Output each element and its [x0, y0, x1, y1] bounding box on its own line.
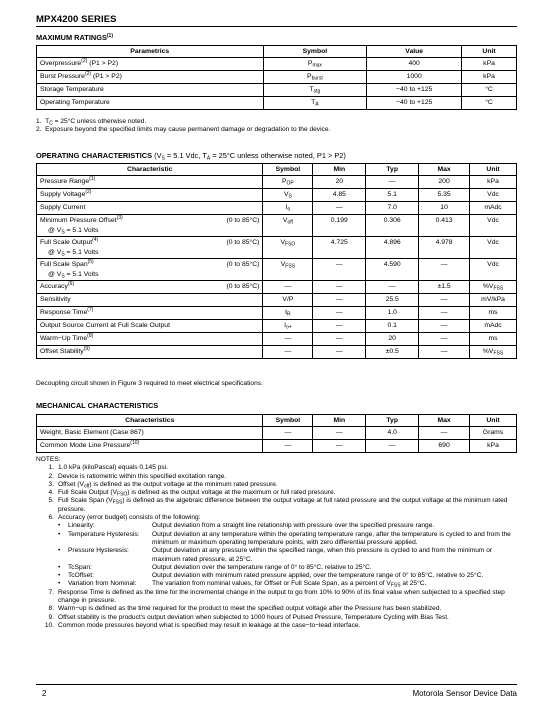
bullet-item: • Pressure Hysteresis: Output deviation at any pressure within the specified range, when this pressure is cycled to and from the minimum or maximum rated pressure, at 25°C.: [58, 547, 493, 563]
table-row: [37, 84, 517, 97]
unit-cell: ms: [470, 333, 517, 346]
param-cell: Overpressure$^{(2)}$ (P1 > P2): [37, 58, 264, 71]
symbol-cell: $P_{max}$: [263, 58, 367, 71]
note-item: 7. Response Time is defined as the time for the incremental change in the output to go from 10% to 90% of its final value when subjected to a specified step change in pressure.: [48, 588, 505, 605]
mech-char-heading: MECHANICAL CHARACTERISTICS: [36, 401, 159, 410]
note-item: 1. 1.0 kPa (kiloPascal) equals 0.145 psi.: [48, 464, 168, 472]
col-header: Characteristic: [37, 164, 263, 176]
unit-cell: $\%V_{FSS}$: [470, 346, 517, 359]
unit-cell: kPa: [470, 440, 517, 453]
notes-section: [36, 456, 517, 630]
bullet-item: • TcOffset: Output deviation with minimum rated pressure applied, over the temperature range of 0° to 85°C, relative to 25°C.: [58, 572, 484, 580]
value-cell: 400: [367, 58, 462, 71]
table-row: [37, 320, 517, 333]
unit-cell: kPa: [470, 176, 517, 189]
note-item: 4. Full Scale Output $(V_{FSO})$ is defined as the output voltage at the maximum or full rated pressure.: [48, 489, 336, 498]
op-char-heading: OPERATING CHARACTERISTICS ($V_S = 5.1$ Vdc, $T_A = 25^\circ C$ unless otherwise noted, P1 > P2): [36, 151, 346, 162]
typ-cell: 4.590: [366, 259, 419, 281]
min-cell: —: [313, 259, 366, 281]
symbol-cell: $T_A$: [263, 97, 367, 110]
col-header: Min: [313, 415, 366, 427]
min-cell: —: [313, 307, 366, 320]
notes-heading: NOTES:: [36, 456, 61, 463]
max-cell: —: [419, 307, 470, 320]
symbol-cell: $I_o$: [263, 202, 313, 215]
table-row: [37, 97, 517, 110]
symbol-cell: —: [263, 440, 313, 453]
min-cell: —: [313, 440, 366, 453]
note-item: 8. Warm−up is defined as the time required for the product to meet the specified output voltage after the Pressure has been stabilized.: [48, 605, 442, 613]
max-cell: —: [419, 320, 470, 333]
char-cell: Weight, Basic Element (Case 867): [37, 427, 263, 440]
min-cell: —: [313, 333, 366, 346]
unit-cell: Vdc: [470, 259, 517, 281]
symbol-cell: $P_{OP}$: [263, 176, 313, 189]
min-cell: —: [313, 346, 366, 359]
col-header: Symbol: [263, 46, 367, 58]
char-cell: Sensitivity: [37, 294, 263, 307]
bullet-item: • Linearity: Output deviation from a straight line relationship with pressure over the specified pressure range.: [58, 522, 435, 530]
publisher-name: Motorola Sensor Device Data: [412, 689, 517, 698]
symbol-cell: $t_R$: [263, 307, 313, 320]
table-header-row: [37, 415, 517, 427]
max-cell: 4.978: [419, 237, 470, 259]
typ-cell: —: [366, 281, 419, 294]
typ-cell: 0.306: [366, 215, 419, 237]
min-cell: —: [313, 202, 366, 215]
max-cell: ±1.5: [419, 281, 470, 294]
symbol-cell: $V_S$: [263, 189, 313, 202]
table-row: [37, 58, 517, 71]
char-cell: Warm−Up Time$^{(8)}$: [37, 333, 263, 346]
footer-rule: [36, 684, 517, 685]
typ-cell: 7.0: [366, 202, 419, 215]
table-row: [37, 259, 517, 281]
typ-cell: 20: [366, 333, 419, 346]
unit-cell: kPa: [462, 58, 517, 71]
col-header: Typ: [366, 415, 419, 427]
table-row: [37, 427, 517, 440]
op-char-table: [36, 163, 517, 359]
param-cell: Operating Temperature: [37, 97, 264, 110]
typ-cell: 4.0: [366, 427, 419, 440]
symbol-cell: $P_{burst}$: [263, 71, 367, 84]
op-char-footnote: Decoupling circuit shown in Figure 3 required to meet electrical specifications.: [36, 380, 263, 387]
unit-cell: ms: [470, 307, 517, 320]
value-cell: −40 to +125: [367, 97, 462, 110]
typ-cell: 25.5: [366, 294, 419, 307]
col-header: Max: [419, 415, 470, 427]
col-header: Min: [313, 164, 366, 176]
unit-cell: Grams: [470, 427, 517, 440]
note-item: 9. Offset stability is the product's output deviation when subjected to 1000 hours of Pulsed Pressure, Temperature Cycling with Bias Test.: [48, 613, 449, 621]
note-item: 3. Offset $(V_{off})$ is defined as the output voltage at the minimum rated pressure.: [48, 480, 278, 490]
min-cell: 20: [313, 176, 366, 189]
max-cell: 200: [419, 176, 470, 189]
max-ratings-table: [36, 45, 517, 110]
symbol-cell: —: [263, 427, 313, 440]
col-header: Unit: [470, 415, 517, 427]
table-row: [37, 346, 517, 359]
series-header: MPX4200 SERIES: [36, 14, 117, 25]
char-cell: Supply Current: [37, 202, 263, 215]
col-header: Symbol: [263, 164, 313, 176]
char-cell: Full Scale Output$^{(4)}$ (0 to 85°C) @ $V_S = 5.1$ Volts: [37, 237, 263, 259]
max-cell: —: [419, 346, 470, 359]
typ-cell: ±0.5: [366, 346, 419, 359]
char-cell: Full Scale Span$^{(5)}$ (0 to 85°C) @ $V_S = 5.1$ Volts: [37, 259, 263, 281]
char-cell: Accuracy$^{(6)}$ (0 to 85°C): [37, 281, 263, 294]
typ-cell: 5.1: [366, 189, 419, 202]
col-header: Characteristics: [37, 415, 263, 427]
typ-cell: —: [366, 176, 419, 189]
table-header-row: [37, 164, 517, 176]
col-header: Unit: [462, 46, 517, 58]
max-ratings-heading: MAXIMUM RATINGS$^{(1)}$: [36, 33, 114, 42]
typ-cell: 1.0: [366, 307, 419, 320]
note-line: 1. $T_C = 25^\circ C$ unless otherwise noted.: [36, 118, 147, 127]
value-cell: −40 to +125: [367, 84, 462, 97]
unit-cell: mAdc: [470, 202, 517, 215]
table-row: [37, 440, 517, 453]
unit-cell: kPa: [462, 71, 517, 84]
header-rule: [36, 26, 517, 27]
max-cell: —: [419, 259, 470, 281]
min-cell: 0.199: [313, 215, 366, 237]
param-cell: Burst Pressure$^{(2)}$ (P1 > P2): [37, 71, 264, 84]
note-item: 10. Common mode pressures beyond what is specified may result in leakage at the case−to−lead interface.: [44, 621, 361, 629]
max-cell: —: [419, 427, 470, 440]
char-cell: Supply Voltage$^{(2)}$: [37, 189, 263, 202]
note-item: 6. Accuracy (error budget) consists of the following:: [48, 514, 201, 522]
typ-cell: 4.896: [366, 237, 419, 259]
table-row: [37, 202, 517, 215]
col-header: Parametrics: [37, 46, 264, 58]
max-cell: —: [419, 294, 470, 307]
unit-cell: Vdc: [470, 237, 517, 259]
table-row: [37, 71, 517, 84]
char-cell: Output Source Current at Full Scale Output: [37, 320, 263, 333]
min-cell: —: [313, 320, 366, 333]
mech-char-table: [36, 414, 517, 453]
char-cell: Pressure Range$^{(1)}$: [37, 176, 263, 189]
table-row: [37, 281, 517, 294]
col-header: Max: [419, 164, 470, 176]
unit-cell: Vdc: [470, 189, 517, 202]
table-row: [37, 215, 517, 237]
unit-cell: °C: [462, 97, 517, 110]
symbol-cell: $V_{FSS}$: [263, 259, 313, 281]
symbol-cell: —: [263, 346, 313, 359]
max-cell: 5.35: [419, 189, 470, 202]
note-line: 2. Exposure beyond the specified limits may cause permanent damage or degradation to the device.: [36, 126, 331, 134]
col-header: Unit: [470, 164, 517, 176]
col-header: Typ: [366, 164, 419, 176]
max-cell: 0.413: [419, 215, 470, 237]
max-cell: 690: [419, 440, 470, 453]
max-ratings-notes: [36, 118, 330, 135]
value-cell: 1000: [367, 71, 462, 84]
max-cell: —: [419, 333, 470, 346]
param-cell: Storage Temperature: [37, 84, 264, 97]
col-header: Symbol: [263, 415, 313, 427]
unit-cell: mV/kPa: [470, 294, 517, 307]
char-cell: Common Mode Line Pressure$^{(10)}$: [37, 440, 263, 453]
table-row: [37, 294, 517, 307]
char-cell: Response Time$^{(7)}$: [37, 307, 263, 320]
symbol-cell: V/P: [263, 294, 313, 307]
min-cell: —: [313, 281, 366, 294]
typ-cell: 0.1: [366, 320, 419, 333]
min-cell: 4.725: [313, 237, 366, 259]
bullet-item: • TcSpan: Output deviation over the temperature range of 0° to 85°C, relative to 25°C.: [58, 563, 372, 571]
col-header: Value: [367, 46, 462, 58]
symbol-cell: $V_{FSO}$: [263, 237, 313, 259]
page-number: 2: [42, 689, 47, 698]
min-cell: —: [313, 294, 366, 307]
char-cell: Minimum Pressure Offset$^{(3)}$ (0 to 85°C) @ $V_S = 5.1$ Volts: [37, 215, 263, 237]
table-header-row: [37, 46, 517, 58]
table-row: [37, 189, 517, 202]
min-cell: 4.85: [313, 189, 366, 202]
table-row: [37, 333, 517, 346]
unit-cell: mAdc: [470, 320, 517, 333]
unit-cell: $\%V_{FSS}$: [470, 281, 517, 294]
table-row: [37, 237, 517, 259]
symbol-cell: —: [263, 281, 313, 294]
table-row: [37, 176, 517, 189]
typ-cell: —: [366, 440, 419, 453]
symbol-cell: —: [263, 333, 313, 346]
bullet-item: • Variation from Nominal: The variation from nominal values, for Offset or Full Scale Span, as a percent of $V_{FSS}$ at 25°C.: [58, 580, 427, 589]
bullet-item: • Temperature Hysteresis: Output deviation at any temperature within the operating temperature range, after the temperature is cycled to and from the minimum or maximum operating temperature points, with zero differential pressure applied.: [58, 530, 511, 546]
symbol-cell: $V_{off}$: [263, 215, 313, 237]
char-cell: Offset Stability$^{(9)}$: [37, 346, 263, 359]
unit-cell: °C: [462, 84, 517, 97]
symbol-cell: $I_{o+}$: [263, 320, 313, 333]
note-item: 5. Full Scale Span $(V_{FSS})$ is defined as the algebraic difference between the output voltage at full rated pressure and the output voltage at the minimum rated pressure.: [48, 497, 508, 513]
min-cell: —: [313, 427, 366, 440]
symbol-cell: $T_{stg}$: [263, 84, 367, 97]
note-item: 2. Device is ratiometric within this specified excitation range.: [48, 472, 227, 480]
unit-cell: Vdc: [470, 215, 517, 237]
table-row: [37, 307, 517, 320]
max-cell: 10: [419, 202, 470, 215]
